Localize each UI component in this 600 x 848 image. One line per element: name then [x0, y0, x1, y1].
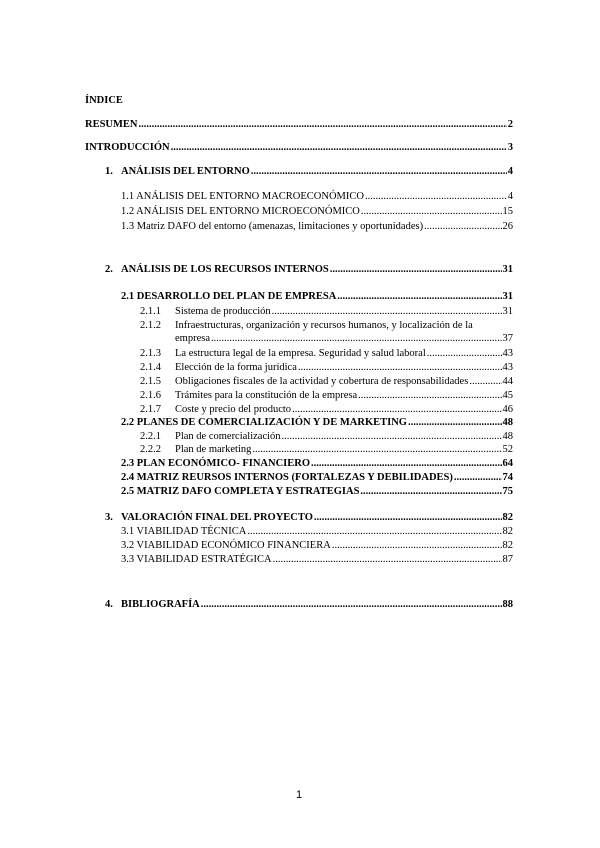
toc-entry-page: 43: [502, 348, 513, 359]
toc-entry-page: 26: [502, 221, 513, 232]
toc-entry-1-1[interactable]: [121, 190, 513, 203]
toc-entry-label: 2.2 PLANES DE COMERCIALIZACIÓN Y DE MARKETING: [121, 417, 407, 428]
toc-entry-label: Sistema de producción: [175, 306, 271, 317]
toc-entry-introduccion[interactable]: [85, 141, 513, 154]
subsection-number: 2.2.1: [140, 431, 161, 442]
toc-entry-label: 1.2 ANÁLISIS DEL ENTORNO MICROECONÓMICO: [121, 206, 360, 217]
toc-entry-page: 31: [502, 291, 513, 302]
toc-entry-label: BIBLIOGRAFÍA: [121, 599, 200, 610]
toc-entry-2-4[interactable]: [121, 471, 513, 484]
toc-entry-label: Obligaciones fiscales de la actividad y cobertura de responsabilidades: [175, 376, 469, 387]
toc-entry-page: 64: [502, 458, 513, 469]
toc-entry-2-1-5[interactable]: [175, 375, 513, 388]
subsection-number: 2.1.1: [140, 306, 161, 317]
toc-entry-label: La estructura legal de la empresa. Seguridad y salud laboral: [175, 348, 426, 359]
toc-entry-page: 3: [507, 142, 513, 153]
toc-entry-page: 31: [502, 264, 513, 275]
toc-entry-2-2-1[interactable]: [175, 430, 513, 443]
toc-entry-page: 75: [502, 486, 513, 497]
toc-entry-2-5[interactable]: [121, 485, 513, 498]
toc-entry-label: 1.1 ANÁLISIS DEL ENTORNO MACROECONÓMICO: [121, 191, 364, 202]
toc-entry-page: 82: [502, 540, 513, 551]
toc-entry-label: 3.3 VIABILIDAD ESTRATÉGICA: [121, 554, 272, 565]
toc-entry-page: 4: [507, 191, 513, 202]
toc-entry-label: ANÁLISIS DEL ENTORNO: [121, 166, 250, 177]
dot-leader: [361, 205, 502, 218]
toc-entry-2-1[interactable]: [121, 290, 513, 303]
toc-entry-2-1-4[interactable]: [175, 361, 513, 374]
toc-entry-page: 15: [502, 206, 513, 217]
dot-leader: [469, 375, 501, 388]
section-number: 2.: [105, 264, 113, 275]
toc-entry-page: 31: [502, 306, 513, 317]
toc-entry-3-2[interactable]: [121, 539, 513, 552]
toc-entry-page: 48: [502, 431, 513, 442]
dot-leader: [332, 539, 502, 552]
toc-entry-3-3[interactable]: [121, 553, 513, 566]
toc-entry-label: 2.3 PLAN ECONÓMICO- FINANCIERO: [121, 458, 310, 469]
page-number: 1: [296, 789, 303, 801]
section-number: 3.: [105, 512, 113, 523]
dot-leader: [171, 141, 507, 154]
toc-entry-label: Coste y precio del producto: [175, 404, 292, 415]
subsection-number: 2.1.7: [140, 404, 161, 415]
toc-entry-page: 46: [502, 404, 513, 415]
toc-entry-recursos-internos[interactable]: [121, 263, 513, 276]
subsection-number: 2.1.3: [140, 348, 161, 359]
toc-entry-1-2[interactable]: [121, 205, 513, 218]
dot-leader: [360, 485, 501, 498]
toc-entry-label: 2.5 MATRIZ DAFO COMPLETA Y ESTRATEGIAS: [121, 486, 360, 497]
toc-entry-2-1-3[interactable]: [175, 347, 513, 360]
toc-entry-label: Trámites para la constitución de la empresa: [175, 390, 358, 401]
toc-entry-2-3[interactable]: [121, 457, 513, 470]
dot-leader: [139, 118, 507, 131]
subsection-number: 2.1.5: [140, 376, 161, 387]
toc-entry-1-3[interactable]: [121, 220, 513, 233]
toc-entry-label: 3.2 VIABILIDAD ECONÓMICO FINANCIERA: [121, 540, 331, 551]
toc-entry-2-1-2[interactable]: [175, 332, 513, 345]
subsection-number: 2.1.6: [140, 390, 161, 401]
dot-leader: [337, 290, 501, 303]
toc-entry-2-1-1[interactable]: [175, 305, 513, 318]
dot-leader: [273, 553, 502, 566]
toc-entry-label-cont: empresa: [175, 333, 210, 344]
dot-leader: [454, 471, 502, 484]
section-number: 1.: [105, 166, 113, 177]
dot-leader: [211, 332, 502, 345]
toc-entry-2-1-6[interactable]: [175, 389, 513, 402]
toc-entry-page: 37: [502, 333, 513, 344]
subsection-number: 2.1.4: [140, 362, 161, 373]
toc-entry-page: 82: [502, 526, 513, 537]
toc-entry-page: 82: [502, 512, 513, 523]
toc-entry-page: 48: [502, 417, 513, 428]
toc-entry-label[interactable]: Infraestructuras, organización y recursos humanos, y localización de la: [175, 320, 473, 331]
toc-entry-analisis-entorno[interactable]: [121, 165, 513, 178]
toc-entry-2-2[interactable]: [121, 416, 513, 429]
toc-entry-3-1[interactable]: [121, 525, 513, 538]
dot-leader: [292, 403, 501, 416]
toc-entry-page: 45: [502, 390, 513, 401]
dot-leader: [252, 443, 501, 456]
toc-entry-label: ANÁLISIS DE LOS RECURSOS INTERNOS: [121, 264, 329, 275]
toc-entry-page: 88: [502, 599, 513, 610]
dot-leader: [330, 263, 502, 276]
toc-entry-page: 44: [502, 376, 513, 387]
toc-entry-page: 52: [502, 444, 513, 455]
toc-entry-valoracion-final[interactable]: [121, 511, 513, 524]
toc-entry-label: VALORACIÓN FINAL DEL PROYECTO: [121, 512, 313, 523]
subsection-number: 2.2.2: [140, 444, 161, 455]
dot-leader: [311, 457, 502, 470]
toc-entry-label: Elección de la forma jurídica: [175, 362, 297, 373]
dot-leader: [427, 347, 502, 360]
toc-entry-label: 3.1 VIABILIDAD TÉCNICA: [121, 526, 247, 537]
dot-leader: [251, 165, 507, 178]
dot-leader: [247, 525, 501, 538]
toc-entry-page: 74: [502, 472, 513, 483]
dot-leader: [358, 389, 501, 402]
toc-entry-label: 2.1 DESARROLLO DEL PLAN DE EMPRESA: [121, 291, 337, 302]
dot-leader: [408, 416, 502, 429]
toc-entry-2-2-2[interactable]: [175, 443, 513, 456]
toc-entry-page: 43: [502, 362, 513, 373]
dot-leader: [298, 361, 502, 374]
section-number: 4.: [105, 599, 113, 610]
dot-leader: [272, 305, 502, 318]
toc-entry-label: INTRODUCCIÓN: [85, 142, 170, 153]
toc-entry-resumen[interactable]: [85, 118, 513, 131]
toc-entry-label: Plan de comercialización: [175, 431, 281, 442]
dot-leader: [314, 511, 502, 524]
toc-entry-label: RESUMEN: [85, 119, 138, 130]
dot-leader: [424, 220, 501, 233]
toc-entry-bibliografia[interactable]: [121, 598, 513, 611]
toc-heading: ÍNDICE: [85, 95, 123, 106]
toc-entry-page: 2: [507, 119, 513, 130]
subsection-number: 2.1.2: [140, 320, 161, 331]
toc-entry-label: 2.4 MATRIZ REURSOS INTERNOS (FORTALEZAS Y DEBILIDADES): [121, 472, 453, 483]
toc-entry-page: 87: [502, 554, 513, 565]
toc-entry-page: 4: [507, 166, 513, 177]
toc-entry-2-1-7[interactable]: [175, 403, 513, 416]
dot-leader: [201, 598, 502, 611]
dot-leader: [282, 430, 502, 443]
toc-entry-label: 1.3 Matriz DAFO del entorno (amenazas, limitaciones y oportunidades): [121, 221, 424, 232]
toc-entry-label: Plan de marketing: [175, 444, 252, 455]
dot-leader: [365, 190, 507, 203]
